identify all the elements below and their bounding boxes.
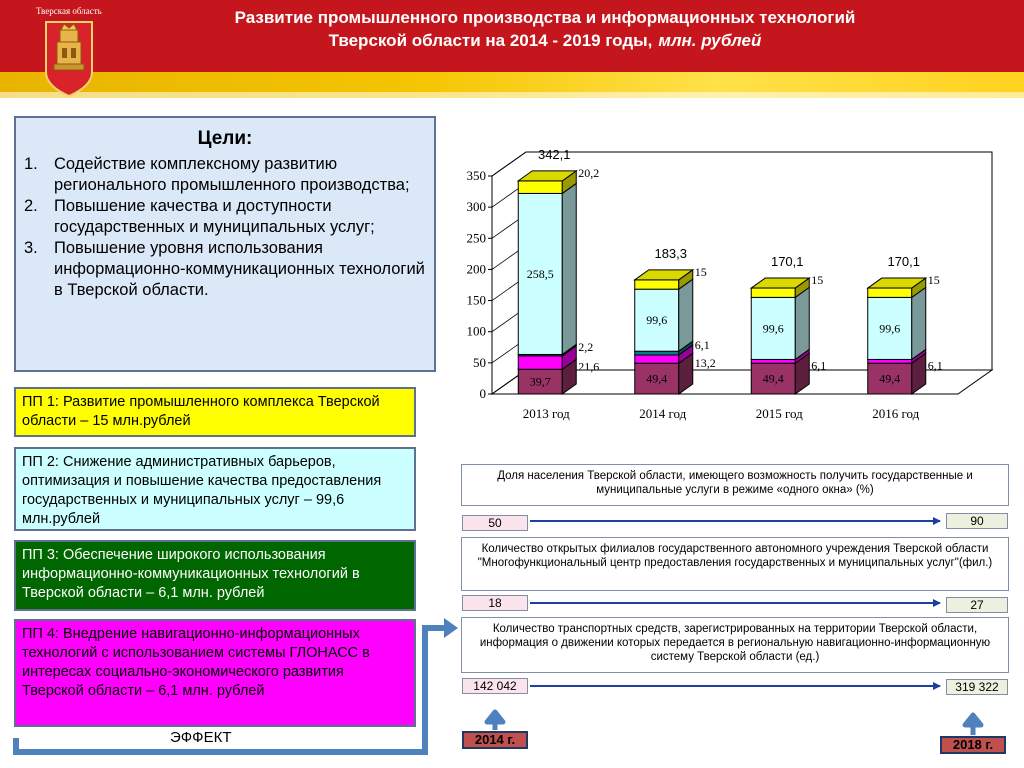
x-category-label: 2015 год bbox=[755, 406, 803, 421]
segment-data-label: 13,2 bbox=[694, 356, 716, 371]
y-tick-label: 100 bbox=[466, 323, 486, 339]
y-tick-label: 50 bbox=[473, 354, 486, 370]
budget-chart-svg bbox=[452, 118, 1018, 434]
indicator-3-box: Количество транспортных средств, зарегистрированных на территории Тверской области, информация о движении которых передается в региональную навигационно-информационную систему Тверской области (ед.) bbox=[461, 617, 1009, 673]
bar-segment-side bbox=[562, 183, 576, 354]
segment-data-label: 49,4 bbox=[646, 371, 668, 386]
bar-segment bbox=[868, 288, 912, 297]
coat-of-arms-icon bbox=[44, 20, 94, 98]
x-category-label: 2014 год bbox=[639, 406, 687, 421]
x-category-label: 2016 год bbox=[872, 406, 920, 421]
y-tick-label: 200 bbox=[466, 261, 486, 277]
goal-number: 2. bbox=[24, 197, 38, 215]
segment-data-label: 15 bbox=[927, 273, 940, 288]
indicator-1-box: Доля населения Тверской области, имеющего возможность получить государственные и муниципальные услуги в режиме «одного окна» (%) bbox=[461, 464, 1009, 506]
bar-segment bbox=[868, 359, 912, 363]
indicator-1-end-value: 90 bbox=[946, 513, 1008, 529]
segment-data-label: 6,1 bbox=[694, 338, 710, 353]
bar-segment bbox=[751, 359, 795, 363]
segment-data-label: 15 bbox=[694, 264, 707, 279]
goal-item bbox=[24, 196, 426, 238]
indicator-3-start-value: 142 042 bbox=[462, 678, 528, 694]
title-line-1: Развитие промышленного производства и информационных технологий bbox=[234, 8, 856, 27]
segment-data-label: 6,1 bbox=[927, 358, 943, 373]
title-unit: млн. рублей bbox=[658, 31, 762, 50]
goal-number: 1. bbox=[24, 155, 38, 173]
year-start-up-arrow bbox=[487, 712, 503, 730]
indicator-2-start-value: 18 bbox=[462, 595, 528, 611]
budget-chart bbox=[452, 118, 1018, 434]
goal-number: 3. bbox=[24, 239, 38, 257]
bar-segment-side bbox=[912, 287, 926, 359]
bar-segment-side bbox=[679, 279, 693, 351]
segment-data-label: 99,6 bbox=[646, 313, 668, 328]
year-end-up-arrow bbox=[965, 715, 981, 735]
bar-segment bbox=[635, 280, 679, 289]
effect-label: ЭФФЕКТ bbox=[170, 729, 232, 746]
program-1-box: ПП 1: Развитие промышленного комплекса Тверской области – 15 млн.рублей bbox=[14, 387, 416, 437]
segment-data-label: 15 bbox=[811, 273, 824, 288]
bar-total-label: 183,3 bbox=[654, 245, 688, 261]
y-tick-label: 250 bbox=[466, 230, 486, 246]
bar-segment bbox=[518, 356, 562, 369]
bar-total-label: 342,1 bbox=[537, 146, 571, 162]
y-tick-label: 0 bbox=[479, 386, 486, 401]
region-name: Тверская область bbox=[36, 6, 102, 16]
year-end-badge: 2018 г. bbox=[940, 736, 1006, 754]
goals-panel bbox=[14, 116, 436, 372]
title-line-2 bbox=[150, 29, 940, 52]
goal-text: Повышение уровня использования информационно-коммуникационных технологий в Тверской области. bbox=[54, 239, 425, 299]
segment-data-label: 20,2 bbox=[578, 165, 600, 180]
header-gold-band bbox=[0, 72, 1024, 98]
goal-text: Повышение качества и доступности государственных и муниципальных услуг; bbox=[54, 197, 375, 236]
program-3-box: ПП 3: Обеспечение широкого использования информационно-коммуникационных технологий в Тверской области – 6,1 млн. рублей bbox=[14, 540, 416, 611]
y-tick-label: 300 bbox=[466, 199, 486, 215]
segment-data-label: 21,6 bbox=[578, 359, 600, 374]
bar-segment bbox=[635, 351, 679, 355]
goal-item bbox=[24, 238, 426, 301]
title-line-2-text: Тверской области на 2014 - 2019 годы, bbox=[328, 31, 653, 50]
segment-data-label: 99,6 bbox=[879, 321, 901, 336]
year-start-badge: 2014 г. bbox=[462, 731, 528, 749]
bar-total-label: 170,1 bbox=[770, 254, 804, 270]
header-bar bbox=[0, 0, 1024, 72]
indicator-1-start-value: 50 bbox=[462, 515, 528, 531]
goal-text: Содействие комплексному развитию регионального промышленного производства; bbox=[54, 155, 410, 194]
indicator-3-end-value: 319 322 bbox=[946, 679, 1008, 695]
page-title bbox=[150, 6, 940, 52]
goal-item bbox=[24, 154, 426, 196]
y-tick-label: 350 bbox=[466, 168, 486, 183]
effect-connector-arrowhead bbox=[444, 618, 458, 638]
segment-data-label: 6,1 bbox=[811, 358, 827, 373]
indicator-2-end-value: 27 bbox=[946, 597, 1008, 613]
bar-segment bbox=[518, 181, 562, 194]
segment-data-label: 2,2 bbox=[578, 340, 594, 355]
segment-data-label: 258,5 bbox=[526, 266, 554, 281]
indicator-2-box: Количество открытых филиалов государственного автономного учреждения Тверской области "Многофункциональный центр предоставления государственных и муниципальных услуг"(фил.) bbox=[461, 537, 1009, 591]
bar-segment bbox=[751, 288, 795, 297]
segment-data-label: 39,7 bbox=[529, 374, 551, 389]
program-2-box: ПП 2: Снижение административных барьеров, оптимизация и повышение качества предоставления государственных и муниципальных услуг – 99,6 млн.рублей bbox=[14, 447, 416, 531]
segment-data-label: 49,4 bbox=[879, 371, 901, 386]
segment-data-label: 49,4 bbox=[762, 371, 784, 386]
y-tick-label: 150 bbox=[466, 292, 486, 308]
segment-data-label: 99,6 bbox=[762, 321, 784, 336]
goals-title: Цели: bbox=[197, 128, 253, 149]
program-4-box: ПП 4: Внедрение навигационно-информационных технологий с использованием системы ГЛОНАСС в интересах социально-экономического развития Тверской области – 6,1 млн. рублей bbox=[14, 619, 416, 727]
bar-segment-side bbox=[795, 287, 809, 359]
bar-segment bbox=[635, 355, 679, 363]
bar-total-label: 170,1 bbox=[887, 254, 921, 270]
x-category-label: 2013 год bbox=[522, 406, 570, 421]
